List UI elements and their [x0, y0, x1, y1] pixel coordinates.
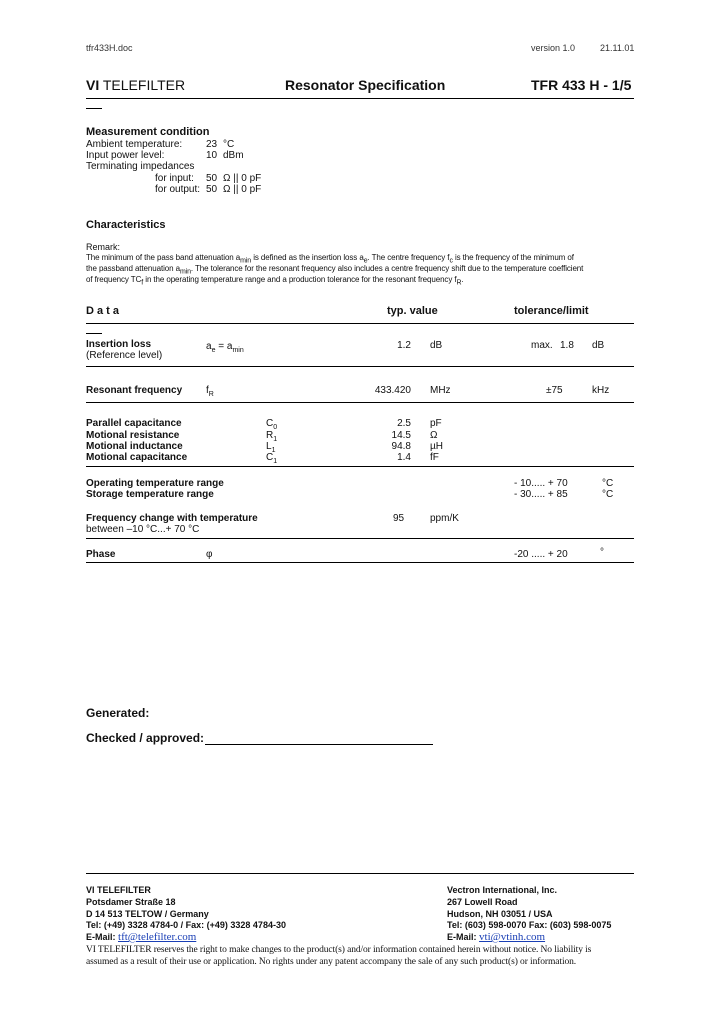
generated-label: Generated:: [86, 706, 150, 720]
resonant-tol-value: ±75: [546, 385, 563, 396]
power-label: Input power level:: [86, 150, 165, 161]
col-tolerance: tolerance/limit: [514, 305, 589, 317]
disclaimer-line-1: VI TELEFILTER reserves the right to make changes to the product(s) and/or information contained herein without notice. No liability is: [86, 945, 592, 955]
ambient-label: Ambient temperature:: [86, 139, 183, 150]
insertion-symbol: $a_e = a_{min}$: [206, 341, 244, 354]
rule-resonant: [86, 402, 634, 403]
footer-rule: [86, 873, 634, 874]
eq-value: 14.5: [391, 430, 411, 441]
insertion-sublabel: (Reference level): [86, 350, 163, 361]
remark-line-1: The minimum of the pass band attenuation $a_{min}$ is defined as the insertion loss $a_e$. The centre frequency $f_c$ is the frequency of the minimum of: [86, 253, 574, 265]
eq-label: Parallel capacitance: [86, 418, 182, 429]
eq-value: 1.4: [397, 452, 411, 463]
footer-left-company: VI TELEFILTER: [86, 885, 151, 895]
rule-insertion: [86, 366, 634, 367]
col-data: D a t a: [86, 305, 120, 317]
for-output-value: 50: [206, 184, 218, 195]
eq-label: Motional inductance: [86, 441, 183, 452]
eq-unit: pF: [430, 418, 442, 429]
signature-line: [205, 744, 433, 745]
header-rule: [86, 98, 634, 99]
impedance-label: Terminating impedances: [86, 161, 195, 172]
footer-right-city: Hudson, NH 03051 / USA: [447, 909, 553, 919]
storage-unit: °C: [602, 489, 614, 500]
footer-left-email-link[interactable]: tft@telefilter.com: [118, 931, 197, 943]
operating-label: Operating temperature range: [86, 478, 224, 489]
phase-tol: -20 ..... + 20: [514, 549, 568, 560]
eq-label: Motional capacitance: [86, 452, 188, 463]
remark-line-3: of frequency $TC_f$ in the operating temperature range and a production tolerance for the resonant frequency $f_R$.: [86, 275, 464, 287]
file-name: tfr433H.doc: [86, 43, 133, 53]
insertion-tol-value: 1.8: [560, 340, 574, 351]
eq-value: 94.8: [391, 441, 411, 452]
footer-right-company: Vectron International, Inc.: [447, 885, 558, 895]
rule-freqchange: [86, 538, 634, 539]
footer-right-email-row: [447, 931, 545, 943]
footer-left-city: D 14 513 TELTOW / Germany: [86, 909, 209, 919]
resonant-symbol: $f_R$: [206, 385, 214, 398]
date: 21.11.01: [600, 43, 635, 53]
insertion-unit: dB: [430, 340, 443, 351]
power-value: 10: [206, 150, 218, 161]
freqchange-label: Frequency change with temperature: [86, 513, 258, 524]
resonant-unit: MHz: [430, 385, 451, 396]
for-output-label: for output:: [155, 184, 201, 195]
eq-unit: Ω: [430, 430, 438, 441]
eq-symbol: $C_1$: [266, 452, 278, 465]
remark-label: Remark:: [86, 242, 121, 252]
measurement-heading: Measurement condition: [86, 126, 210, 138]
footer-left-tel: Tel: (+49) 3328 4784-0 / Fax: (+49) 3328 4784-30: [86, 920, 286, 930]
eq-symbol: $L_1$: [266, 441, 276, 454]
footer-left-email-row: [86, 931, 196, 943]
power-unit: dBm: [223, 150, 244, 161]
eq-symbol: $R_1$: [266, 430, 278, 443]
footer-left-email-label: E-Mail:: [86, 932, 116, 942]
table-dash: [86, 333, 102, 334]
insertion-value: 1.2: [397, 340, 411, 351]
short-dash: [86, 108, 102, 109]
freqchange-value: 95: [393, 513, 405, 524]
resonant-tol-unit: kHz: [592, 385, 610, 396]
eq-unit: fF: [430, 452, 439, 463]
storage-tol: - 30..... + 85: [514, 489, 568, 500]
insertion-tol-prefix: max.: [531, 340, 553, 351]
insertion-tol-unit: dB: [592, 340, 605, 351]
eq-symbol: $C_0$: [266, 418, 278, 431]
footer-right-email-link[interactable]: vti@vtinh.com: [479, 931, 546, 943]
operating-tol: - 10..... + 70: [514, 478, 568, 489]
eq-value: 2.5: [397, 418, 411, 429]
eq-unit: µH: [430, 441, 443, 452]
ambient-value: 23: [206, 139, 218, 150]
doc-title: Resonator Specification: [285, 77, 446, 93]
resonant-value: 433.420: [374, 385, 411, 396]
part-number: TFR 433 H - 1/5: [531, 77, 632, 93]
company-name: VI TELEFILTER: [86, 77, 186, 93]
disclaimer-line-2: assumed as a result of their use or application. No rights under any patent accompany the sale of any such product(s) or information.: [86, 957, 577, 967]
for-input-value: 50: [206, 173, 218, 184]
footer-right-email-label: E-Mail:: [447, 932, 477, 942]
for-output-unit: Ω || 0 pF: [223, 184, 262, 195]
rule-phase: [86, 562, 634, 563]
table-header-rule: [86, 323, 634, 324]
insertion-label: Insertion loss: [86, 339, 152, 350]
remark-line-2: the passband attenuation $a_{min}$. The tolerance for the resonant frequency also includes a centre frequency shift due to the temperature coefficient: [86, 264, 584, 276]
ambient-unit: °C: [223, 139, 235, 150]
footer-left-street: Potsdamer Straße 18: [86, 897, 176, 907]
storage-label: Storage temperature range: [86, 489, 214, 500]
for-input-label: for input:: [155, 173, 194, 184]
freqchange-sublabel: between –10 °C...+ 70 °C: [86, 524, 200, 535]
col-typ-value: typ. value: [387, 305, 438, 317]
footer-right-street: 267 Lowell Road: [447, 897, 518, 907]
phase-unit: °: [600, 547, 604, 558]
freqchange-unit: ppm/K: [430, 513, 459, 524]
characteristics-heading: Characteristics: [86, 219, 166, 231]
rule-equivalent: [86, 466, 634, 467]
for-input-unit: Ω || 0 pF: [223, 173, 262, 184]
resonant-label: Resonant frequency: [86, 385, 183, 396]
footer-right-tel: Tel: (603) 598-0070 Fax: (603) 598-0075: [447, 920, 612, 930]
operating-unit: °C: [602, 478, 614, 489]
version: version 1.0: [531, 43, 576, 53]
phase-label: Phase: [86, 549, 116, 560]
phase-symbol: φ: [206, 549, 213, 560]
eq-label: Motional resistance: [86, 430, 180, 441]
checked-label: Checked / approved:: [86, 731, 205, 745]
